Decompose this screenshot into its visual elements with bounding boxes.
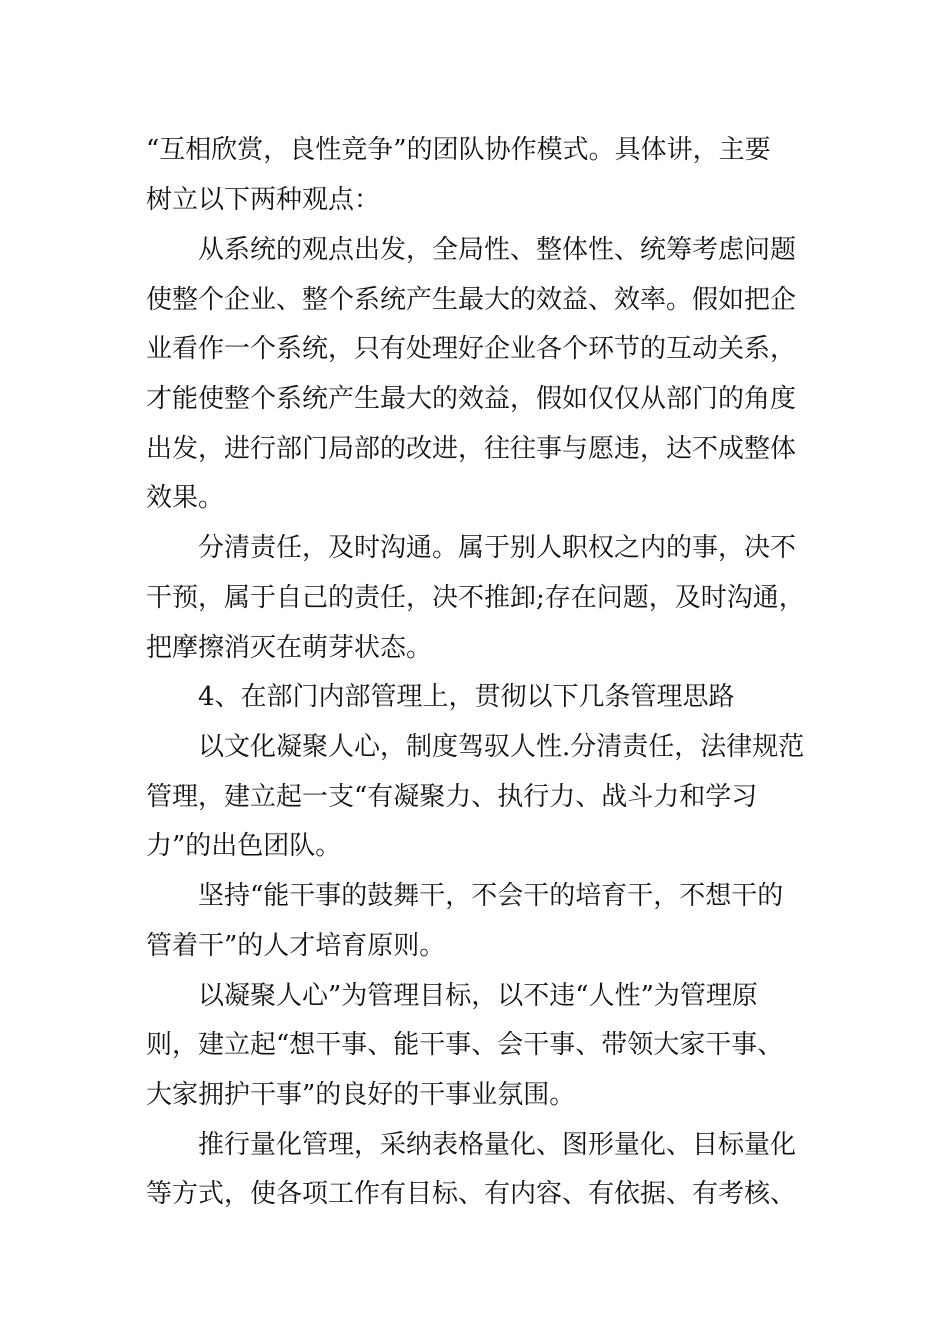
text-line: 等方式，使各项工作有目标、有内容、有依据、有考核、 bbox=[146, 1179, 797, 1209]
text-line: 出发，进行部门局部的改进，往往事与愿违，达不成整体 bbox=[146, 434, 797, 464]
text-line: 业看作一个系统，只有处理好企业各个环节的互动关系， bbox=[146, 334, 797, 364]
text-line: 干预，属于自己的责任，决不推卸;存在问题，及时沟通， bbox=[146, 583, 805, 613]
paragraph-start-line: 推行量化管理，采纳表格量化、图形量化、目标量化 bbox=[198, 1130, 797, 1160]
text-line: “互相欣赏，良性竞争”的团队协作模式。具体讲，主要 bbox=[146, 135, 771, 165]
paragraph-start-line: 坚持“能干事的鼓舞干，不会干的培育干，不想干的 bbox=[198, 881, 784, 911]
paragraph-start-line: 分清责任，及时沟通。属于别人职权之内的事，决不 bbox=[198, 533, 797, 563]
text-line: 大家拥护干事”的良好的干事业氛围。 bbox=[146, 1080, 576, 1110]
text-line: 树立以下两种观点： bbox=[146, 185, 381, 215]
text-line: 管着干”的人才培育原则。 bbox=[146, 931, 446, 961]
paragraph-start-line: 从系统的观点出发，全局性、整体性、统筹考虑问题 bbox=[198, 235, 797, 265]
paragraph-start-line: 以文化凝聚人心，制度驾驭人性.分清责任，法律规范 bbox=[198, 732, 805, 762]
paragraph-start-line: 4、在部门内部管理上，贯彻以下几条管理思路 bbox=[198, 682, 735, 712]
text-line: 把摩擦消灭在萌芽状态。 bbox=[146, 633, 433, 663]
text-line: 管理，建立起一支“有凝聚力、执行力、战斗力和学习 bbox=[146, 782, 758, 812]
text-line: 则，建立起“想干事、能干事、会干事、带领大家干事、 bbox=[146, 1030, 784, 1060]
text-line: 使整个企业、整个系统产生最大的效益、效率。假如把企 bbox=[146, 285, 797, 315]
text-line: 才能使整个系统产生最大的效益，假如仅仅从部门的角度 bbox=[146, 384, 797, 414]
paragraph-start-line: 以凝聚人心”为管理目标，以不违“人性”为管理原 bbox=[198, 981, 758, 1011]
text-line: 力”的出色团队。 bbox=[146, 831, 342, 861]
text-line: 效果。 bbox=[146, 483, 225, 513]
